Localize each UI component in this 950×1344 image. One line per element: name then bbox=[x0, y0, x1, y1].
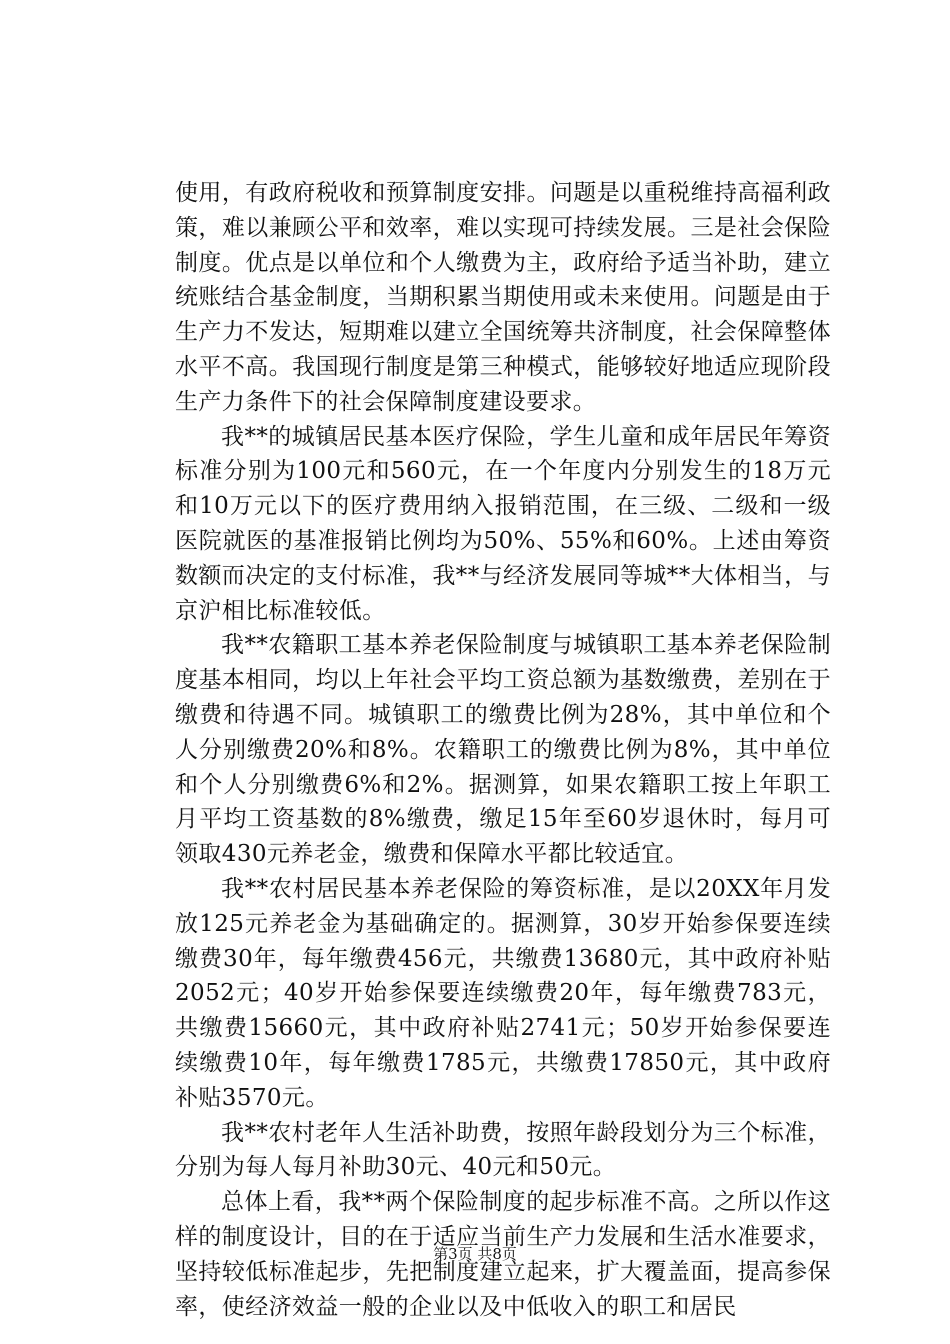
paragraph-3: 我**农籍职工基本养老保险制度与城镇职工基本养老保险制度基本相同，均以上年社会平均工资总额为基数缴费，差别在于缴费和待遇不同。城镇职工的缴费比例为28%，其中单位和个人分别缴费20%和8%。农籍职工的缴费比例为8%，其中单位和个人分别缴费6%和2%。据测算，如果农籍职工按上年职工月平均工资基数的8%缴费，缴足15年至60岁退休时，每月可领取430元养老金，缴费和保障水平都比较适宜。 bbox=[175, 632, 831, 868]
paragraph-1: 使用，有政府税收和预算制度安排。问题是以重税维持高福利政策，难以兼顾公平和效率，难以实现可持续发展。三是社会保险制度。优点是以单位和个人缴费为主，政府给予适当补助，建立统账结合基金制度，当期积累当期使用或未来使用。问题是由于生产力不发达，短期难以建立全国统筹共济制度，社会保障整体水平不高。我国现行制度是第三种模式，能够较好地适应现阶段生产力条件下的社会保障制度建设要求。 bbox=[175, 180, 831, 415]
document-body bbox=[175, 176, 831, 1324]
paragraph-5: 我**农村老年人生活补助费，按照年龄段划分为三个标准，分别为每人每月补助30元、40元和50元。 bbox=[175, 1119, 831, 1181]
paragraph-6: 总体上看，我**两个保险制度的起步标准不高。之所以作这样的制度设计，目的在于适应当前生产力发展和生活水准要求，坚持较低标准起步，先把制度建立起来，扩大覆盖面，提高参保率，使经济效益一般的企业以及中低收入的职工和居民 bbox=[175, 1189, 831, 1320]
paragraph-4: 我**农村居民基本养老保险的筹资标准，是以20XX年月发放125元养老金为基础确定的。据测算，30岁开始参保要连续缴费30年，每年缴费456元，共缴费13680元，其中政府补贴2052元；40岁开始参保要连续缴费20年，每年缴费783元，共缴费15660元，其中政府补贴2741元；50岁开始参保要连续缴费10年，每年缴费1785元，共缴费17850元，其中政府补贴3570元。 bbox=[175, 875, 831, 1111]
paragraph-2: 我**的城镇居民基本医疗保险，学生儿童和成年居民年筹资标准分别为100元和560元，在一个年度内分别发生的18万元和10万元以下的医疗费用纳入报销范围，在三级、二级和一级医院就医的基准报销比例均为50%、55%和60%。上述由筹资数额而决定的支付标准，我**与经济发展同等城**大体相当，与京沪相比标准较低。 bbox=[175, 423, 831, 624]
page-number-footer: 第3页 共8页 bbox=[433, 1245, 517, 1263]
